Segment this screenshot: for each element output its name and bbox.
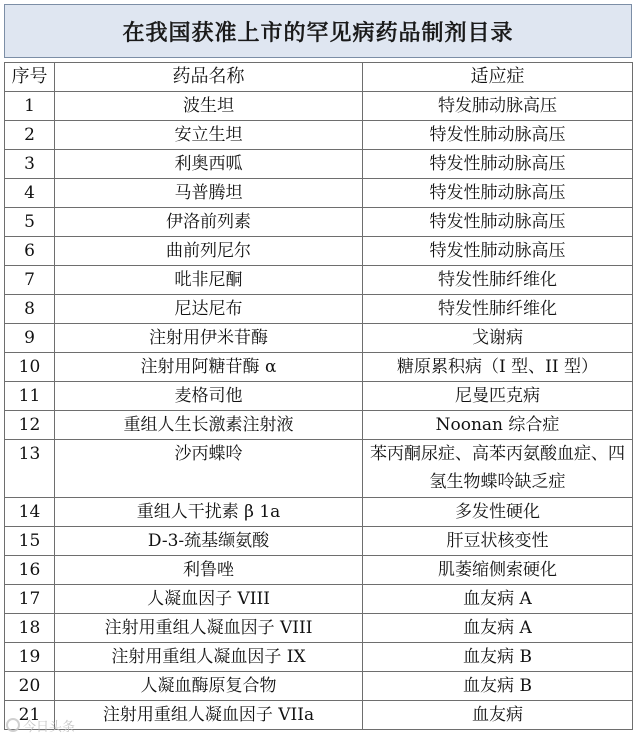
row-indication: 苯丙酮尿症、高苯丙氨酸血症、四氢生物蝶呤缺乏症 [363, 440, 633, 498]
table-row [5, 411, 633, 440]
watermark [6, 712, 102, 738]
table-row [5, 643, 633, 672]
row-drug-name: 注射用重组人凝血因子 IX [55, 643, 363, 672]
row-index: 4 [5, 179, 55, 208]
row-indication: 特发性肺纤维化 [363, 266, 633, 295]
row-drug-name: 伊洛前列素 [55, 208, 363, 237]
row-drug-name: 人凝血酶原复合物 [55, 672, 363, 701]
row-drug-name: D-3-巯基缬氨酸 [55, 527, 363, 556]
row-drug-name: 注射用伊米苷酶 [55, 324, 363, 353]
row-indication: 特发性肺动脉高压 [363, 150, 633, 179]
row-index: 8 [5, 295, 55, 324]
row-index: 6 [5, 237, 55, 266]
table-row [5, 498, 633, 527]
row-index: 11 [5, 382, 55, 411]
table-row [5, 585, 633, 614]
row-index: 14 [5, 498, 55, 527]
row-indication: 血友病 A [363, 614, 633, 643]
row-drug-name: 吡非尼酮 [55, 266, 363, 295]
table-title: 在我国获准上市的罕见病药品制剂目录 [4, 4, 632, 58]
row-index: 7 [5, 266, 55, 295]
table-row [5, 208, 633, 237]
table-row [5, 266, 633, 295]
row-drug-name: 注射用重组人凝血因子 VIIa [55, 701, 363, 730]
row-index: 13 [5, 440, 55, 498]
row-indication: 特发性肺动脉高压 [363, 179, 633, 208]
row-indication: 尼曼匹克病 [363, 382, 633, 411]
row-index: 3 [5, 150, 55, 179]
row-drug-name: 重组人生长激素注射液 [55, 411, 363, 440]
table-row [5, 527, 633, 556]
row-indication: Noonan 综合症 [363, 411, 633, 440]
row-indication: 血友病 A [363, 585, 633, 614]
row-indication: 特发性肺纤维化 [363, 295, 633, 324]
row-indication: 肌萎缩侧索硬化 [363, 556, 633, 585]
row-drug-name: 马普腾坦 [55, 179, 363, 208]
row-drug-name: 安立生坦 [55, 121, 363, 150]
table-row [5, 353, 633, 382]
watermark-text: 今日头条 [23, 719, 76, 735]
table-row [5, 556, 633, 585]
drug-table [4, 62, 633, 730]
row-index: 17 [5, 585, 55, 614]
row-drug-name: 麦格司他 [55, 382, 363, 411]
header-row [5, 63, 633, 92]
header-index: 序号 [5, 63, 55, 92]
row-drug-name: 利奥西呱 [55, 150, 363, 179]
row-index: 12 [5, 411, 55, 440]
row-indication: 糖原累积病（I 型、II 型） [363, 353, 633, 382]
table-row [5, 121, 633, 150]
row-drug-name: 重组人干扰素 β 1a [55, 498, 363, 527]
row-indication: 血友病 B [363, 672, 633, 701]
row-drug-name: 尼达尼布 [55, 295, 363, 324]
row-drug-name: 曲前列尼尔 [55, 237, 363, 266]
row-index: 18 [5, 614, 55, 643]
table-row [5, 92, 633, 121]
row-index: 1 [5, 92, 55, 121]
row-index: 21 [5, 701, 55, 730]
row-indication: 血友病 [363, 701, 633, 730]
row-index: 10 [5, 353, 55, 382]
row-drug-name: 利鲁唑 [55, 556, 363, 585]
row-indication: 特发肺动脉高压 [363, 92, 633, 121]
row-index: 9 [5, 324, 55, 353]
header-drug-name: 药品名称 [55, 63, 363, 92]
table-row [5, 150, 633, 179]
row-indication: 戈谢病 [363, 324, 633, 353]
row-drug-name: 沙丙蝶呤 [55, 440, 363, 498]
table-row [5, 295, 633, 324]
row-index: 5 [5, 208, 55, 237]
row-indication: 特发性肺动脉高压 [363, 121, 633, 150]
row-drug-name: 注射用阿糖苷酶 α [55, 353, 363, 382]
row-drug-name: 波生坦 [55, 92, 363, 121]
row-indication: 多发性硬化 [363, 498, 633, 527]
table-row [5, 324, 633, 353]
row-indication: 肝豆状核变性 [363, 527, 633, 556]
row-index: 19 [5, 643, 55, 672]
row-indication: 特发性肺动脉高压 [363, 208, 633, 237]
table-row [5, 237, 633, 266]
table-row [5, 614, 633, 643]
table-row [5, 440, 633, 498]
row-index: 16 [5, 556, 55, 585]
row-drug-name: 注射用重组人凝血因子 VIII [55, 614, 363, 643]
row-drug-name: 人凝血因子 VIII [55, 585, 363, 614]
row-indication: 血友病 B [363, 643, 633, 672]
watermark-logo-icon [6, 718, 20, 732]
row-index: 2 [5, 121, 55, 150]
table-body [5, 92, 633, 730]
table-row [5, 672, 633, 701]
row-index: 20 [5, 672, 55, 701]
header-indication: 适应症 [363, 63, 633, 92]
row-indication: 特发性肺动脉高压 [363, 237, 633, 266]
table-row [5, 179, 633, 208]
table-row [5, 382, 633, 411]
row-index: 15 [5, 527, 55, 556]
